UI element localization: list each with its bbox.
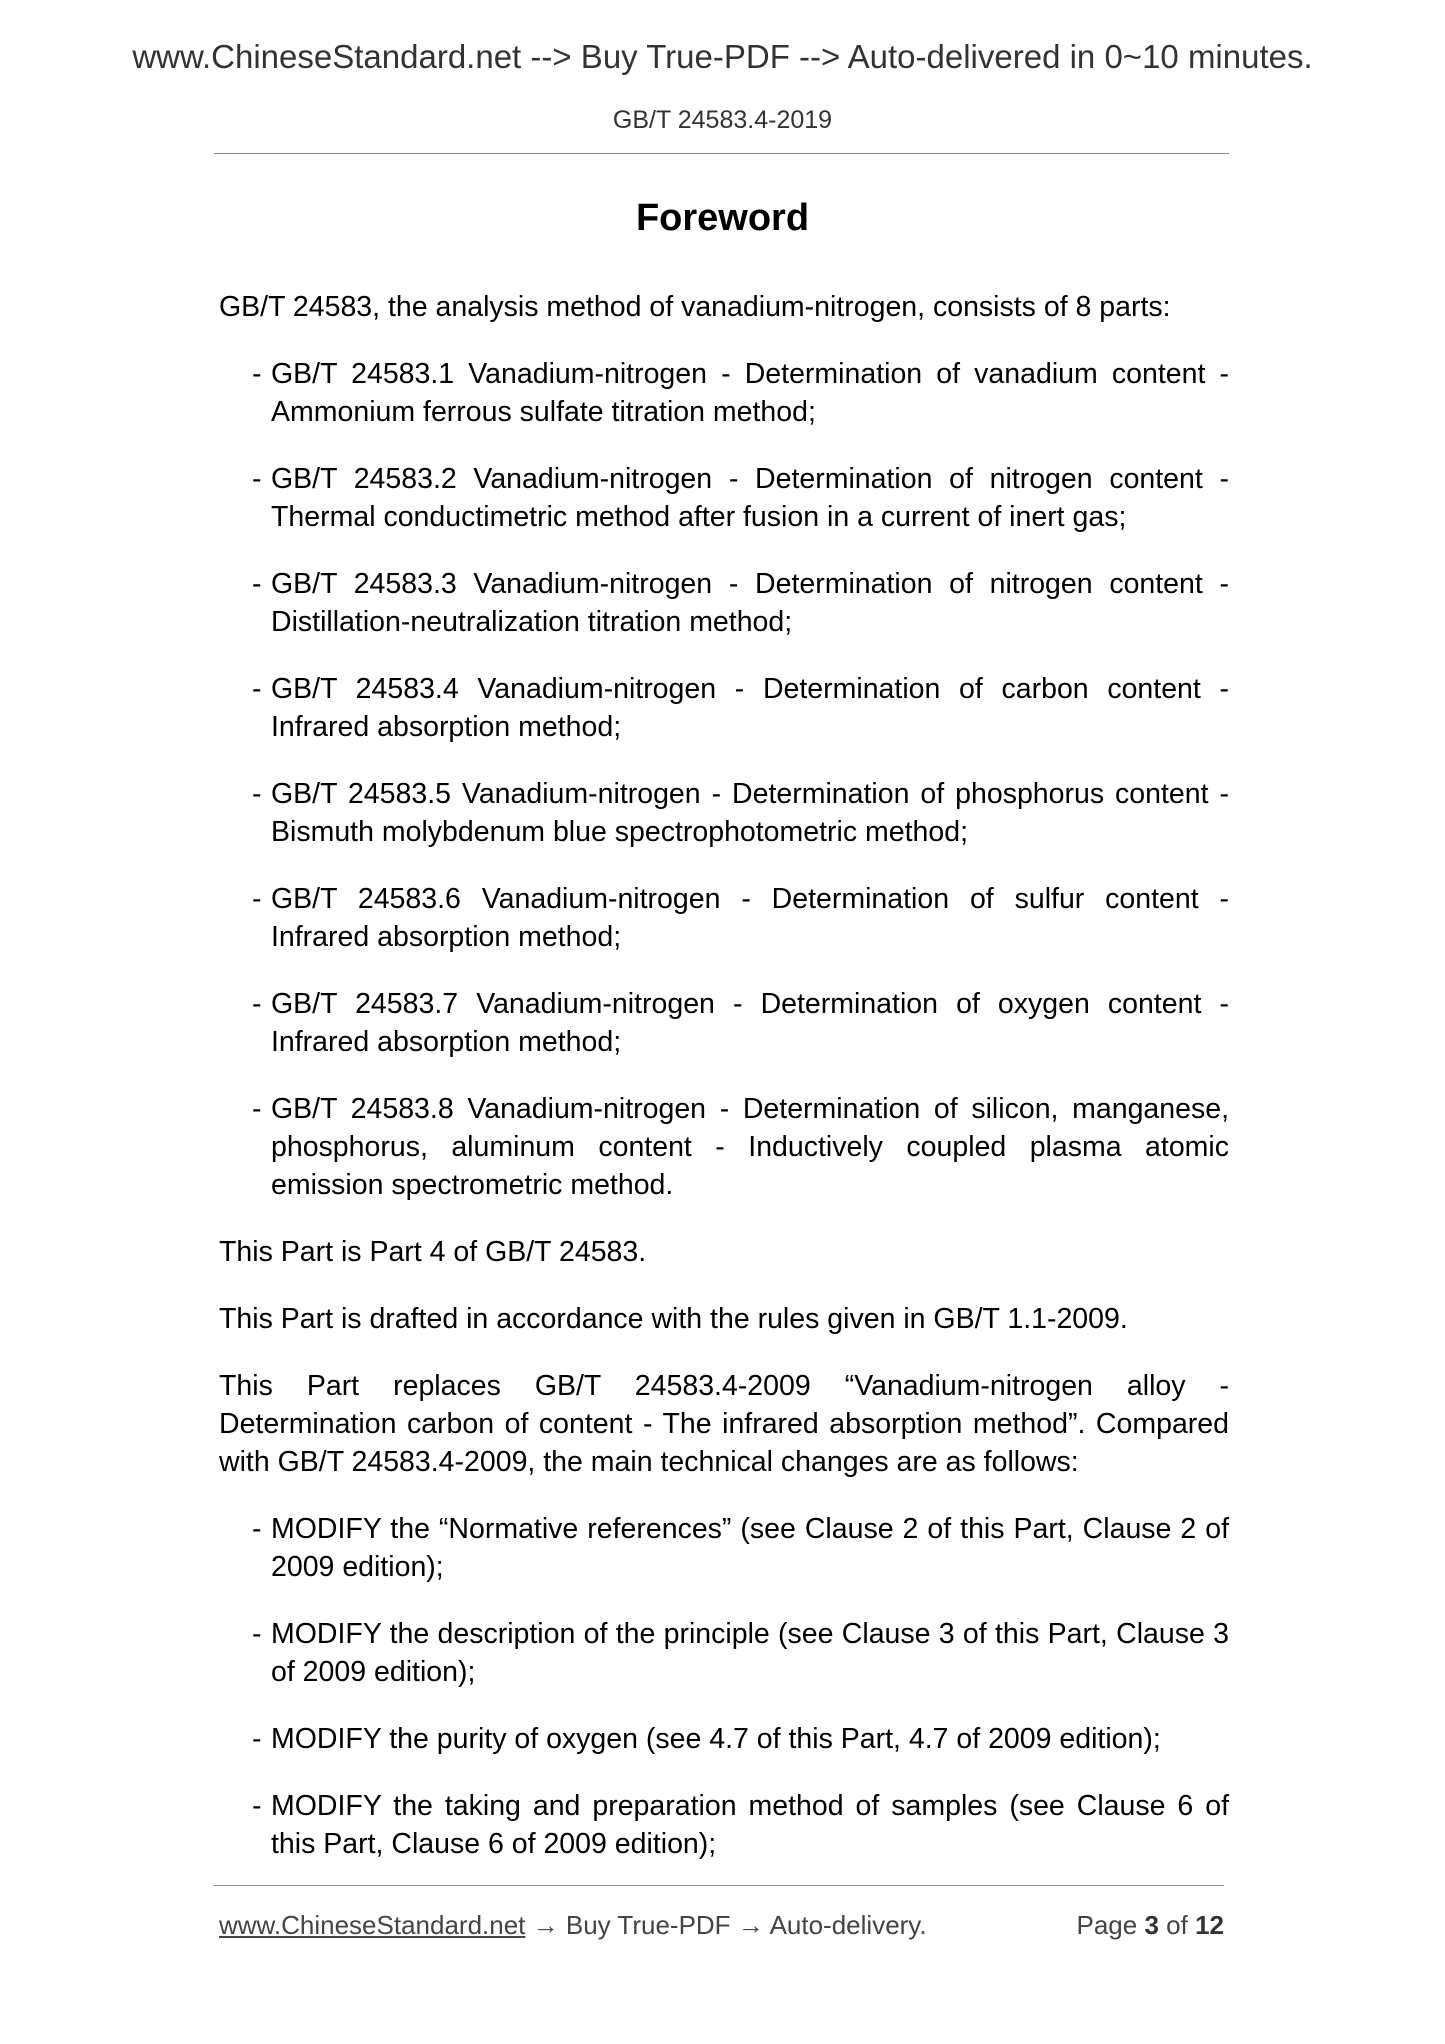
list-item-text: GB/T 24583.5 Vanadium-nitrogen - Determination of phosphorus content - Bismuth molybdenum blue spectrophotometric method;	[271, 778, 1229, 848]
of-label: of	[1166, 1910, 1188, 1940]
footer-divider	[214, 1885, 1224, 1886]
list-item-text: MODIFY the description of the principle (see Clause 3 of this Part, Clause 3 of 2009 edition);	[271, 1618, 1229, 1688]
foreword-body	[219, 288, 1229, 1892]
list-item: - GB/T 24583.3 Vanadium-nitrogen - Determination of nitrogen content - Distillation-neutralization titration method;	[252, 568, 1229, 638]
list-item: - GB/T 24583.8 Vanadium-nitrogen - Determination of silicon, manganese, phosphorus, aluminum content - Inductively coupled plasma atomic emission spectrometric method.	[252, 1093, 1229, 1201]
part-number-paragraph: This Part is Part 4 of GB/T 24583.	[219, 1236, 647, 1268]
list-item: - MODIFY the purity of oxygen (see 4.7 of this Part, 4.7 of 2009 edition);	[252, 1723, 1161, 1755]
page-total: 12	[1195, 1910, 1224, 1940]
list-item: - MODIFY the description of the principle (see Clause 3 of this Part, Clause 3 of 2009 edition);	[252, 1618, 1229, 1688]
document-code: GB/T 24583.4-2019	[612, 106, 833, 134]
changes-list	[219, 1510, 1229, 1863]
list-item-text: GB/T 24583.7 Vanadium-nitrogen - Determination of oxygen content - Infrared absorption method;	[271, 988, 1229, 1058]
list-item-text: GB/T 24583.1 Vanadium-nitrogen - Determination of vanadium content - Ammonium ferrous sulfate titration method;	[271, 358, 1229, 428]
list-item-text: MODIFY the taking and preparation method of samples (see Clause 6 of this Part, Clause 6 of 2009 edition);	[271, 1790, 1229, 1860]
drafting-rules-paragraph: This Part is drafted in accordance with the rules given in GB/T 1.1-2009.	[219, 1303, 1128, 1335]
list-item-text: GB/T 24583.3 Vanadium-nitrogen - Determination of nitrogen content - Distillation-neutralization titration method;	[271, 568, 1229, 638]
top-banner: www.ChineseStandard.net --> Buy True-PDF --> Auto-delivered in 0~10 minutes.	[132, 38, 1313, 75]
page-label: Page	[1076, 1910, 1138, 1940]
header-divider	[214, 153, 1229, 154]
list-item: - MODIFY the “Normative references” (see Clause 2 of this Part, Clause 2 of 2009 edition);	[252, 1513, 1229, 1583]
list-item: - GB/T 24583.7 Vanadium-nitrogen - Determination of oxygen content - Infrared absorption method;	[252, 988, 1229, 1058]
parts-list	[219, 355, 1229, 1204]
page-footer	[219, 1910, 1224, 1941]
list-item: - GB/T 24583.4 Vanadium-nitrogen - Determination of carbon content - Infrared absorption method;	[252, 673, 1229, 743]
list-item-text: GB/T 24583.6 Vanadium-nitrogen - Determination of sulfur content - Infrared absorption method;	[271, 883, 1229, 953]
list-item: - GB/T 24583.2 Vanadium-nitrogen - Determination of nitrogen content - Thermal conductimetric method after fusion in a current of inert gas;	[252, 463, 1229, 533]
list-item: - GB/T 24583.5 Vanadium-nitrogen - Determination of phosphorus content - Bismuth molybdenum blue spectrophotometric method;	[252, 778, 1229, 848]
page-number: 3	[1144, 1910, 1159, 1940]
page-title: Foreword	[635, 197, 810, 239]
footer-site-link[interactable]: www.ChineseStandard.net	[219, 1910, 526, 1940]
footer-tagline: → Buy True-PDF → Auto-delivery.	[525, 1910, 927, 1940]
list-item: - MODIFY the taking and preparation method of samples (see Clause 6 of this Part, Clause 6 of 2009 edition);	[252, 1790, 1229, 1860]
list-item: - GB/T 24583.6 Vanadium-nitrogen - Determination of sulfur content - Infrared absorption method;	[252, 883, 1229, 953]
replaces-paragraph: This Part replaces GB/T 24583.4-2009 “Vanadium-nitrogen alloy - Determination carbon of content - The infrared absorption method”. Compared with GB/T 24583.4-2009, the main technical changes are as follows:	[219, 1370, 1229, 1478]
list-item-text: MODIFY the “Normative references” (see Clause 2 of this Part, Clause 2 of 2009 edition);	[271, 1513, 1229, 1583]
list-item-text: MODIFY the purity of oxygen (see 4.7 of this Part, 4.7 of 2009 edition);	[271, 1723, 1161, 1755]
list-item-text: GB/T 24583.2 Vanadium-nitrogen - Determination of nitrogen content - Thermal conductimetric method after fusion in a current of inert gas;	[271, 463, 1229, 533]
page-indicator	[1076, 1910, 1224, 1941]
intro-paragraph: GB/T 24583, the analysis method of vanadium-nitrogen, consists of 8 parts:	[219, 291, 1171, 323]
list-item: - GB/T 24583.1 Vanadium-nitrogen - Determination of vanadium content - Ammonium ferrous sulfate titration method;	[252, 358, 1229, 428]
list-item-text: GB/T 24583.4 Vanadium-nitrogen - Determination of carbon content - Infrared absorption method;	[271, 673, 1229, 743]
list-item-text: GB/T 24583.8 Vanadium-nitrogen - Determination of silicon, manganese, phosphorus, aluminum content - Inductively coupled plasma atomic emission spectrometric method.	[271, 1093, 1229, 1201]
